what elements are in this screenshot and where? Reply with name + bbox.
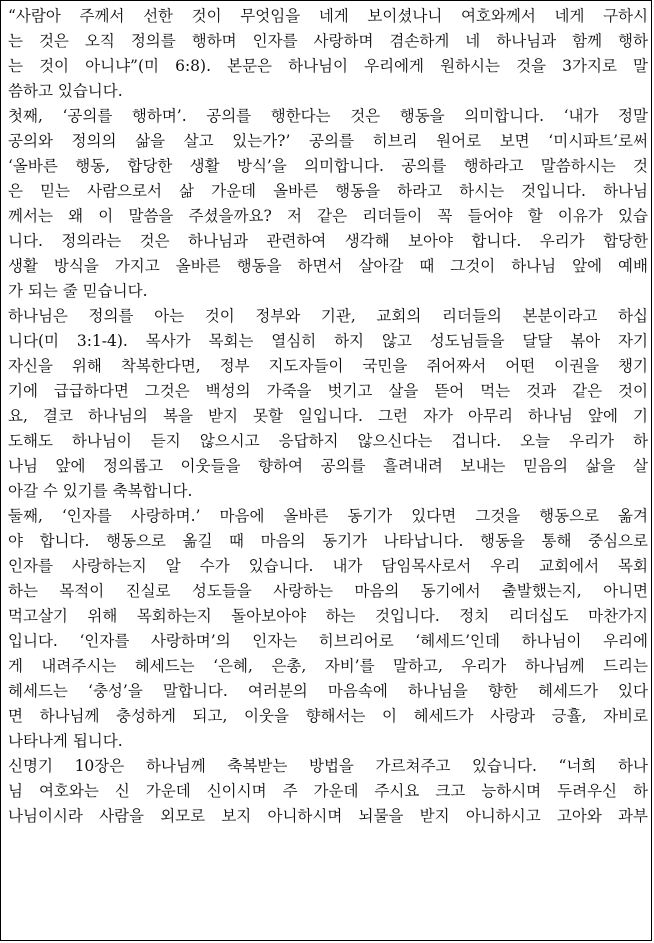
- text-line: 생활 방식을 가지고 올바른 행동을 하면서 살아갈 때 그것이 하나님 앞에 예배: [8, 257, 648, 275]
- text-line: 께서는 왜 이 말씀을 주셨을까요? 저 같은 리더들이 꼭 들어야 할 이유가 있습: [8, 207, 648, 225]
- text-line: 도해도 하나님이 듣지 않으시고 응답하지 않으신다는 겁니다. 오늘 우리가 하: [8, 432, 648, 450]
- text-line: 하나님은 정의를 아는 것이 정부와 기관, 교회의 리더들의 본분이라고 하십: [8, 307, 648, 325]
- text-line: ‘올바른 행동, 합당한 생활 방식’을 의미합니다. 공의를 행하라고 말씀하시는 것: [8, 157, 648, 175]
- text-line: 게 내려주시는 헤세드는 ‘은혜, 은총, 자비’를 말하고, 우리가 하나님께 드리는: [8, 657, 648, 675]
- text-line: 님 여호와는 신 가운데 신이시며 주 가운데 주시요 크고 능하시며 두려우신 하: [8, 782, 648, 800]
- text-line: 인자를 사랑하는지 알 수가 있습니다. 내가 담임목사로서 우리 교회에서 목회: [8, 557, 648, 575]
- text-line: 입니다. ‘인자를 사랑하며’의 인자는 히브리어로 ‘헤세드’인데 하나님이 우리에: [8, 632, 648, 650]
- document-body: [8, 4, 648, 829]
- text-line: 나타나게 됩니다.: [8, 732, 123, 750]
- text-line: 신명기 10장은 하나님께 축복받는 방법을 가르쳐주고 있습니다. “너희 하나: [8, 757, 648, 775]
- text-line: 씀하고 있습니다.: [8, 82, 123, 100]
- text-line: 은 믿는 사람으로서 삶 가운데 올바른 행동을 하라고 하시는 것입니다. 하나님: [8, 182, 648, 200]
- text-line: 나님이시라 사람을 외모로 보지 아니하시며 뇌물을 받지 아니하시고 고아와 과부: [8, 807, 648, 825]
- text-line: 니다(미 3:1-4). 목사가 목회는 열심히 하지 않고 성도님들을 달달 볶아 자기: [8, 332, 648, 350]
- text-line: 면 하나님께 충성하게 되고, 이웃을 향해서는 이 헤세드가 사랑과 긍휼, 자비로: [8, 707, 648, 725]
- text-line: 는 것이 아니냐”(미 6:8). 본문은 하나님이 우리에게 원하시는 것을 3가지로 말: [8, 57, 648, 75]
- text-line: 가 되는 줄 믿습니다.: [8, 282, 148, 300]
- text-line: 나님 앞에 정의롭고 이웃들을 향하여 공의를 흘려내려 보내는 믿음의 삶을 살: [8, 457, 648, 475]
- text-line: 는 것은 오직 정의를 행하며 인자를 사랑하며 겸손하게 네 하나님과 함께 행하: [8, 32, 648, 50]
- text-line: 둘째, ‘인자를 사랑하며.’ 마음에 올바른 동기가 있다면 그것을 행동으로 옮겨: [8, 507, 648, 525]
- text-line: 니다. 정의라는 것은 하나님과 관련하여 생각해 보아야 합니다. 우리가 합당한: [8, 232, 648, 250]
- text-line: 야 합니다. 행동으로 옮길 때 마음의 동기가 나타납니다. 행동을 통해 중심으로: [8, 532, 648, 550]
- text-line: 자신을 위해 착복한다면, 정부 지도자들이 국민을 쥐어짜서 어떤 이권을 챙기: [8, 357, 648, 375]
- text-line: 요, 결코 하나님의 복을 받지 못할 일입니다. 그런 자가 아무리 하나님 앞에 기: [8, 407, 648, 425]
- text-line: 아갈 수 있기를 축복합니다.: [8, 482, 193, 500]
- text-line: 기에 급급하다면 그것은 백성의 가죽을 벗기고 살을 뜯어 먹는 것과 같은 것이: [8, 382, 648, 400]
- text-line: “사람아 주께서 선한 것이 무엇임을 네게 보이셨나니 여호와께서 네게 구하시: [8, 7, 648, 25]
- text-line: 헤세드는 ‘충성’을 말합니다. 여러분의 마음속에 하나님을 향한 헤세드가 있다: [8, 682, 648, 700]
- text-line: 공의와 정의의 삶을 살고 있는가?’ 공의를 히브리 원어로 보면 ‘미시파트’로써: [8, 132, 648, 150]
- text-line: 먹고살기 위해 목회하는지 돌아보아야 하는 것입니다. 정치 리더십도 마찬가지: [8, 607, 648, 625]
- text-line: 첫째, ‘공의를 행하며’. 공의를 행한다는 것은 행동을 의미합니다. ‘내가 정말: [8, 107, 648, 125]
- text-line: 하는 목적이 진실로 성도들을 사랑하는 마음의 동기에서 출발했는지, 아니면: [8, 582, 648, 600]
